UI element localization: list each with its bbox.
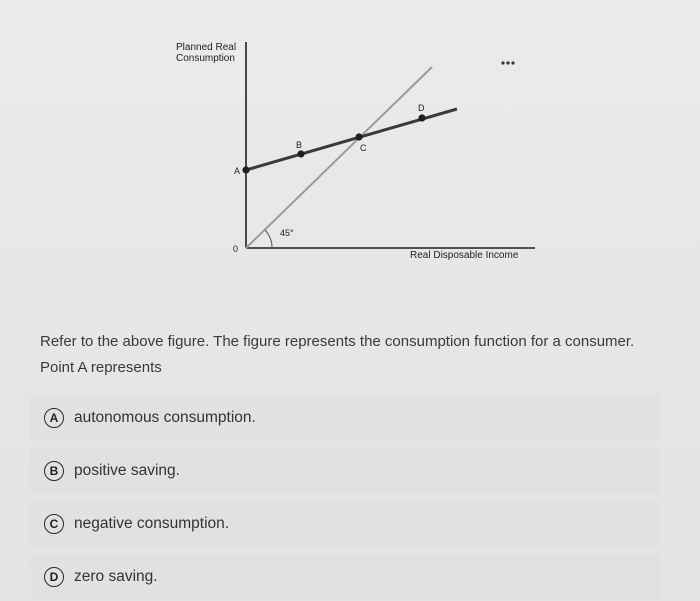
- question-text: Refer to the above figure. The figure represents the consumption function for a consumer. Point A represents: [40, 333, 635, 376]
- point-b-label: B: [296, 140, 303, 150]
- option-a[interactable]: [30, 395, 660, 441]
- point-b: [297, 150, 304, 157]
- forty-five-degree-line: [246, 67, 432, 248]
- point-d-label: D: [418, 103, 425, 113]
- y-axis-label-line2: Consumption: [176, 53, 235, 64]
- option-b-text: positive saving.: [74, 462, 180, 479]
- option-b-badge: B: [44, 461, 64, 481]
- angle-label: 45°: [280, 228, 294, 238]
- point-c: [355, 133, 362, 140]
- option-d-badge: D: [44, 567, 64, 587]
- origin-label: 0: [233, 244, 239, 254]
- option-c-badge: C: [44, 514, 64, 534]
- point-a: [242, 166, 249, 173]
- angle-arc: [265, 230, 272, 248]
- option-a-badge: A: [44, 408, 64, 428]
- point-a-label: A: [234, 166, 241, 176]
- option-a-text: autonomous consumption.: [74, 409, 256, 426]
- point-c-label: C: [360, 143, 367, 153]
- figure-svg: [0, 0, 700, 290]
- consumption-function-figure: [0, 0, 700, 290]
- option-b[interactable]: [30, 448, 660, 494]
- option-d[interactable]: [30, 554, 660, 600]
- option-c-text: negative consumption.: [74, 515, 230, 532]
- option-c[interactable]: [30, 501, 660, 547]
- y-axis-label-line1: Planned Real: [176, 42, 237, 53]
- point-d: [418, 114, 425, 121]
- more-dots-icon[interactable]: [501, 61, 514, 64]
- option-d-text: zero saving.: [74, 568, 158, 585]
- x-axis-label: Real Disposable Income: [410, 250, 519, 261]
